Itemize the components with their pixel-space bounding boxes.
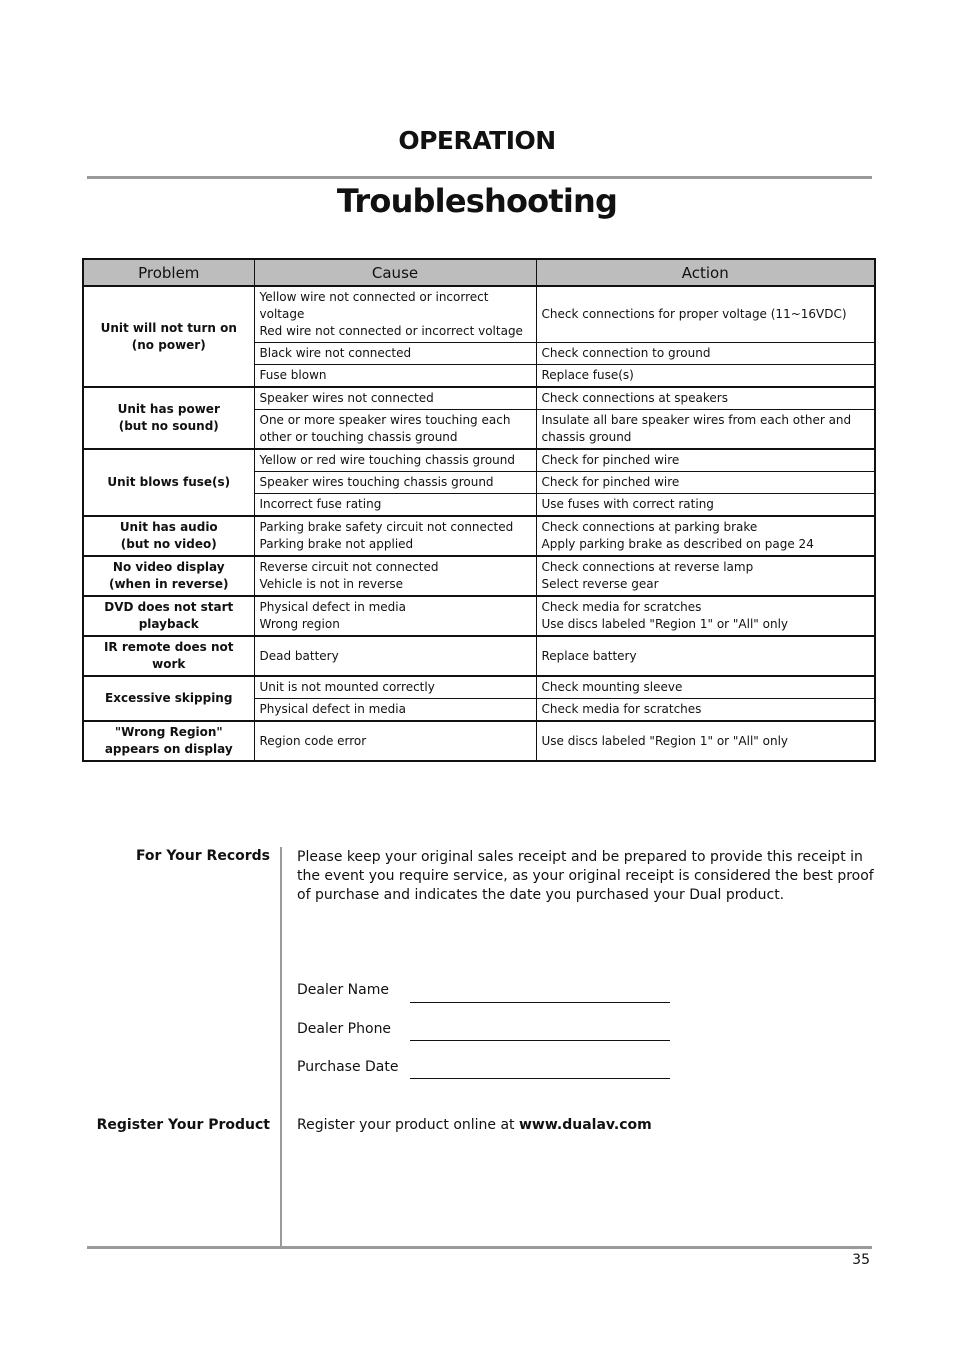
problem-group bbox=[83, 449, 875, 516]
cause-cell bbox=[254, 410, 536, 450]
cell-line: Physical defect in media bbox=[259, 702, 406, 716]
cell-line: Wrong region bbox=[259, 617, 340, 631]
register-text-prefix: Register your product online at bbox=[297, 1117, 519, 1133]
cell-line: Speaker wires touching chassis ground bbox=[259, 475, 494, 489]
problem-group bbox=[83, 516, 875, 556]
action-cell bbox=[536, 516, 875, 556]
action-cell bbox=[536, 676, 875, 699]
records-divider bbox=[280, 847, 282, 1247]
problem-cell bbox=[83, 636, 254, 676]
cell-line: Vehicle is not in reverse bbox=[259, 577, 403, 591]
register-link[interactable]: www.dualav.com bbox=[519, 1117, 652, 1133]
cause-cell bbox=[254, 721, 536, 761]
cell-line: Check connections at reverse lamp bbox=[541, 560, 754, 574]
cause-cell bbox=[254, 286, 536, 343]
header-problem: Problem bbox=[83, 259, 254, 286]
action-cell bbox=[536, 343, 875, 365]
section-title: OPERATION bbox=[398, 126, 556, 155]
action-cell bbox=[536, 494, 875, 517]
cause-cell bbox=[254, 516, 536, 556]
cell-line: Yellow wire not connected or incorrect voltage bbox=[259, 290, 489, 321]
dealer-name-label: Dealer Name bbox=[297, 982, 389, 998]
cell-line: Apply parking brake as described on page 24 bbox=[541, 537, 814, 551]
cause-cell bbox=[254, 636, 536, 676]
cell-line: Use discs labeled "Region 1" or "All" only bbox=[541, 617, 789, 631]
table-header-row bbox=[83, 259, 875, 286]
cell-line: Speaker wires not connected bbox=[259, 391, 434, 405]
cause-cell bbox=[254, 699, 536, 722]
action-cell bbox=[536, 449, 875, 472]
cell-line: Check connections at speakers bbox=[541, 391, 728, 405]
problem-cell bbox=[83, 449, 254, 516]
cell-line: Fuse blown bbox=[259, 368, 327, 382]
cell-line: Check connections at parking brake bbox=[541, 520, 758, 534]
cell-line: Select reverse gear bbox=[541, 577, 659, 591]
cell-line: Unit has audio bbox=[119, 520, 218, 534]
cell-line: Excessive skipping bbox=[105, 691, 233, 705]
action-cell bbox=[536, 596, 875, 636]
register-text bbox=[297, 1117, 652, 1133]
cell-line: other or touching chassis ground bbox=[259, 430, 458, 444]
action-cell bbox=[536, 387, 875, 410]
action-cell bbox=[536, 410, 875, 450]
table-row bbox=[83, 676, 875, 699]
problem-cell bbox=[83, 596, 254, 636]
cell-line: Check connection to ground bbox=[541, 346, 711, 360]
purchase-date-label: Purchase Date bbox=[297, 1059, 399, 1075]
cause-cell bbox=[254, 387, 536, 410]
cause-cell bbox=[254, 449, 536, 472]
table-row bbox=[83, 636, 875, 676]
cell-line: Physical defect in media bbox=[259, 600, 406, 614]
cell-line: Check mounting sleeve bbox=[541, 680, 683, 694]
cell-line: One or more speaker wires touching each bbox=[259, 413, 511, 427]
header-action: Action bbox=[536, 259, 875, 286]
cell-line: Unit has power bbox=[117, 402, 220, 416]
cell-line: Check for pinched wire bbox=[541, 453, 680, 467]
cause-cell bbox=[254, 494, 536, 517]
problem-group bbox=[83, 596, 875, 636]
problem-cell bbox=[83, 556, 254, 596]
table-row bbox=[83, 596, 875, 636]
table-row bbox=[83, 556, 875, 596]
problem-cell bbox=[83, 676, 254, 721]
problem-group bbox=[83, 387, 875, 449]
cell-line: (no power) bbox=[131, 337, 206, 352]
cell-line: chassis ground bbox=[541, 430, 632, 444]
cell-line: Region code error bbox=[259, 733, 367, 748]
cause-cell bbox=[254, 365, 536, 388]
cell-line: Dead battery bbox=[259, 648, 339, 663]
cell-line: Incorrect fuse rating bbox=[259, 497, 382, 511]
problem-cell bbox=[83, 516, 254, 556]
page-number: 35 bbox=[852, 1252, 870, 1268]
table-row bbox=[83, 516, 875, 556]
troubleshooting-table bbox=[82, 258, 876, 762]
dealer-phone-label: Dealer Phone bbox=[297, 1021, 392, 1037]
cell-line: Check media for scratches bbox=[541, 600, 702, 614]
cell-line: (when in reverse) bbox=[108, 577, 229, 591]
cell-line: (but no sound) bbox=[118, 419, 219, 433]
cause-cell bbox=[254, 596, 536, 636]
table-row bbox=[83, 387, 875, 410]
problem-group bbox=[83, 676, 875, 721]
problem-group bbox=[83, 636, 875, 676]
cell-line: Yellow or red wire touching chassis ground bbox=[259, 453, 515, 467]
problem-cell bbox=[83, 387, 254, 449]
cell-line: Replace battery bbox=[541, 648, 637, 663]
dealer-phone-line[interactable] bbox=[410, 1040, 670, 1041]
cell-line: Unit blows fuse(s) bbox=[107, 475, 231, 489]
cell-line: Parking brake not applied bbox=[259, 537, 414, 551]
dealer-name-line[interactable] bbox=[410, 1002, 670, 1003]
bottom-divider bbox=[87, 1246, 872, 1249]
cause-cell bbox=[254, 556, 536, 596]
cell-line: Use fuses with correct rating bbox=[541, 497, 714, 511]
page-title: Troubleshooting bbox=[336, 182, 618, 220]
cell-line: Unit is not mounted correctly bbox=[259, 680, 435, 694]
cause-cell bbox=[254, 676, 536, 699]
cell-line: Parking brake safety circuit not connected bbox=[259, 520, 514, 534]
cell-line: Check connections for proper voltage (11~16VDC) bbox=[541, 307, 847, 321]
cell-line: Use discs labeled "Region 1" or "All" only bbox=[541, 733, 789, 748]
cell-line: appears on display bbox=[104, 742, 233, 756]
table-row bbox=[83, 286, 875, 343]
records-label: For Your Records bbox=[135, 848, 270, 864]
cell-line: Reverse circuit not connected bbox=[259, 560, 439, 574]
cell-line: Insulate all bare speaker wires from each other and bbox=[541, 413, 852, 427]
action-cell bbox=[536, 636, 875, 676]
cell-line: DVD does not start bbox=[104, 600, 234, 614]
cell-line: Check for pinched wire bbox=[541, 475, 680, 489]
purchase-date-line[interactable] bbox=[410, 1078, 670, 1079]
action-cell bbox=[536, 286, 875, 343]
cell-line: (but no video) bbox=[120, 537, 217, 551]
cause-cell bbox=[254, 472, 536, 494]
cell-line: Red wire not connected or incorrect voltage bbox=[259, 324, 523, 338]
action-cell bbox=[536, 365, 875, 388]
action-cell bbox=[536, 556, 875, 596]
cell-line: Replace fuse(s) bbox=[541, 368, 634, 382]
top-divider bbox=[87, 176, 872, 179]
problem-group bbox=[83, 286, 875, 387]
action-cell bbox=[536, 699, 875, 722]
cause-cell bbox=[254, 343, 536, 365]
cell-line: playback bbox=[138, 617, 199, 631]
table-row bbox=[83, 449, 875, 472]
problem-cell bbox=[83, 286, 254, 387]
register-label: Register Your Product bbox=[96, 1117, 270, 1133]
problem-cell bbox=[83, 721, 254, 761]
records-text: Please keep your original sales receipt and be prepared to provide this receipt in the event you require service, as your original receipt is considered the best proof of purchase and indicates the date you purchased your Dual product. bbox=[297, 849, 874, 903]
cell-line: IR remote does not work bbox=[103, 640, 234, 671]
cell-line: Unit will not turn on bbox=[100, 320, 237, 335]
problem-group bbox=[83, 556, 875, 596]
cell-line: Black wire not connected bbox=[259, 346, 412, 360]
cell-line: "Wrong Region" bbox=[114, 725, 223, 739]
cell-line: No video display bbox=[112, 560, 225, 574]
table-row bbox=[83, 721, 875, 761]
action-cell bbox=[536, 721, 875, 761]
header-cause: Cause bbox=[254, 259, 536, 286]
action-cell bbox=[536, 472, 875, 494]
cell-line: Check media for scratches bbox=[541, 702, 702, 716]
problem-group bbox=[83, 721, 875, 761]
